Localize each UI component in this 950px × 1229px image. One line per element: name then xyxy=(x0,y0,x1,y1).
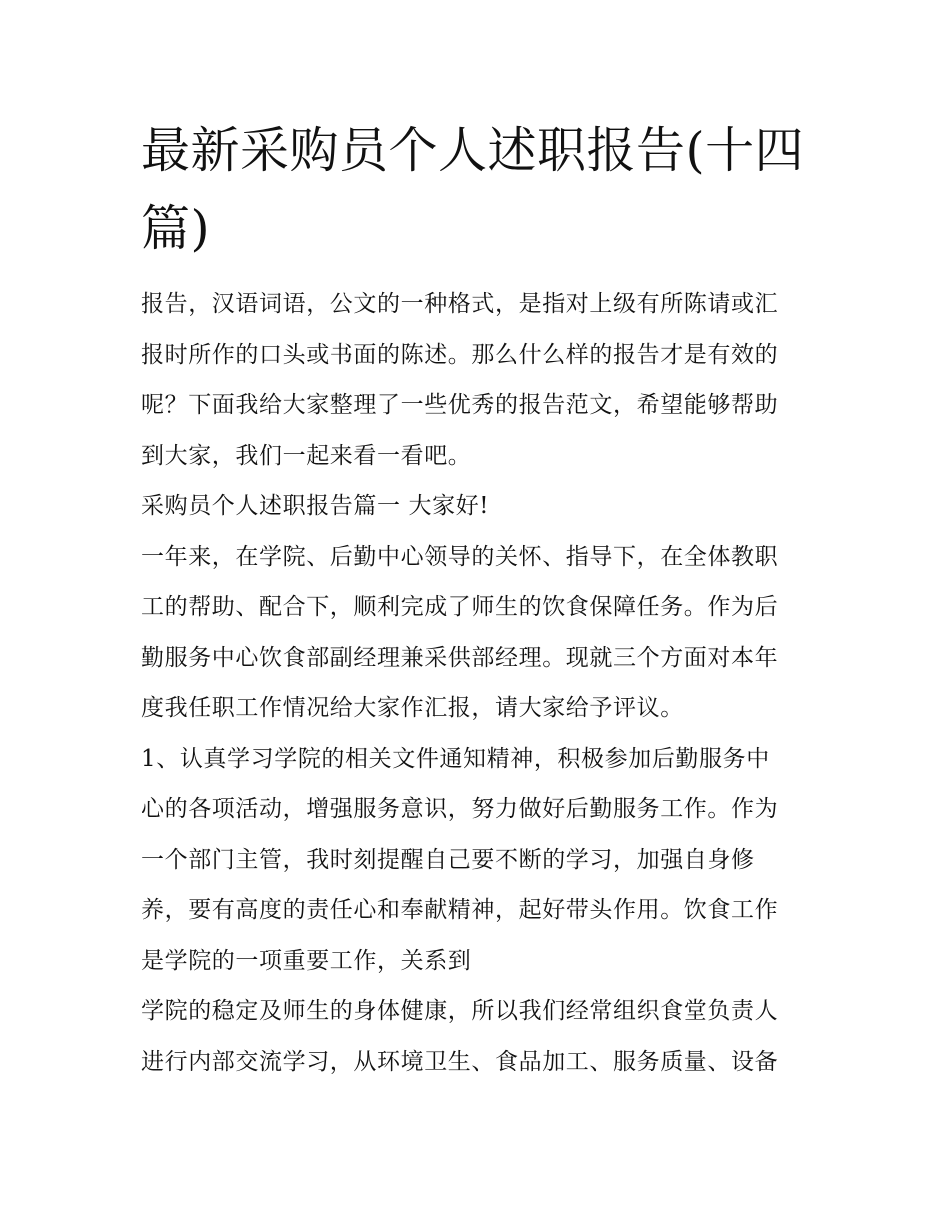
text-line: 一个部门主管，我时刻提醒自己要不断的学习，加强自身修 xyxy=(141,846,755,873)
text-line: 学院的稳定及师生的身体健康，所以我们经常组织食堂负责人 xyxy=(141,998,779,1024)
document-title xyxy=(141,112,821,268)
text-line: 心的各项活动，增强服务意识，努力做好后勤服务工作。作为 xyxy=(141,796,779,822)
text-line: 工的帮助、配合下，顺利完成了师生的饮食保障任务。作为后 xyxy=(141,594,779,620)
title-line: 最新采购员个人述职报告(十四 xyxy=(141,122,805,179)
text-line: 度我任职工作情况给大家作汇报，请大家给予评议。 xyxy=(141,695,684,721)
section-heading-paragraph xyxy=(141,481,821,532)
text-line: 采购员个人述职报告篇一 大家好! xyxy=(141,493,490,519)
continuation-paragraph xyxy=(141,986,821,1087)
text-line: 呢？下面我给大家整理了一些优秀的报告范文，希望能够帮助 xyxy=(141,392,779,418)
text-line: 进行内部交流学习，从环境卫生、食品加工、服务质量、设备 xyxy=(141,1048,779,1075)
text-line: 是学院的一项重要工作，关系到 xyxy=(141,947,472,974)
text-line: 勤服务中心饮食部副经理兼采供部经理。现就三个方面对本年 xyxy=(141,644,779,671)
document-page xyxy=(141,112,821,268)
text-line: 养，要有高度的责任心和奉献精神，起好带头作用。饮食工作 xyxy=(141,897,779,923)
text-line: 报时所作的口头或书面的陈述。那么什么样的报告才是有效的 xyxy=(141,341,779,368)
text-line: 1、认真学习学院的相关文件通知精神，积极参加后勤服务中 xyxy=(141,745,770,772)
document-body xyxy=(141,279,821,1087)
text-line: 到大家，我们一起来看一看吧。 xyxy=(141,442,472,469)
text-line: 报告，汉语词语，公文的一种格式，是指对上级有所陈请或汇 xyxy=(141,291,779,317)
text-line: 一年来，在学院、后勤中心领导的关怀、指导下，在全体教职 xyxy=(141,543,779,570)
title-line: 篇) xyxy=(141,200,211,257)
opening-paragraph xyxy=(141,532,821,734)
intro-paragraph xyxy=(141,279,821,481)
point-one-paragraph xyxy=(141,734,821,987)
